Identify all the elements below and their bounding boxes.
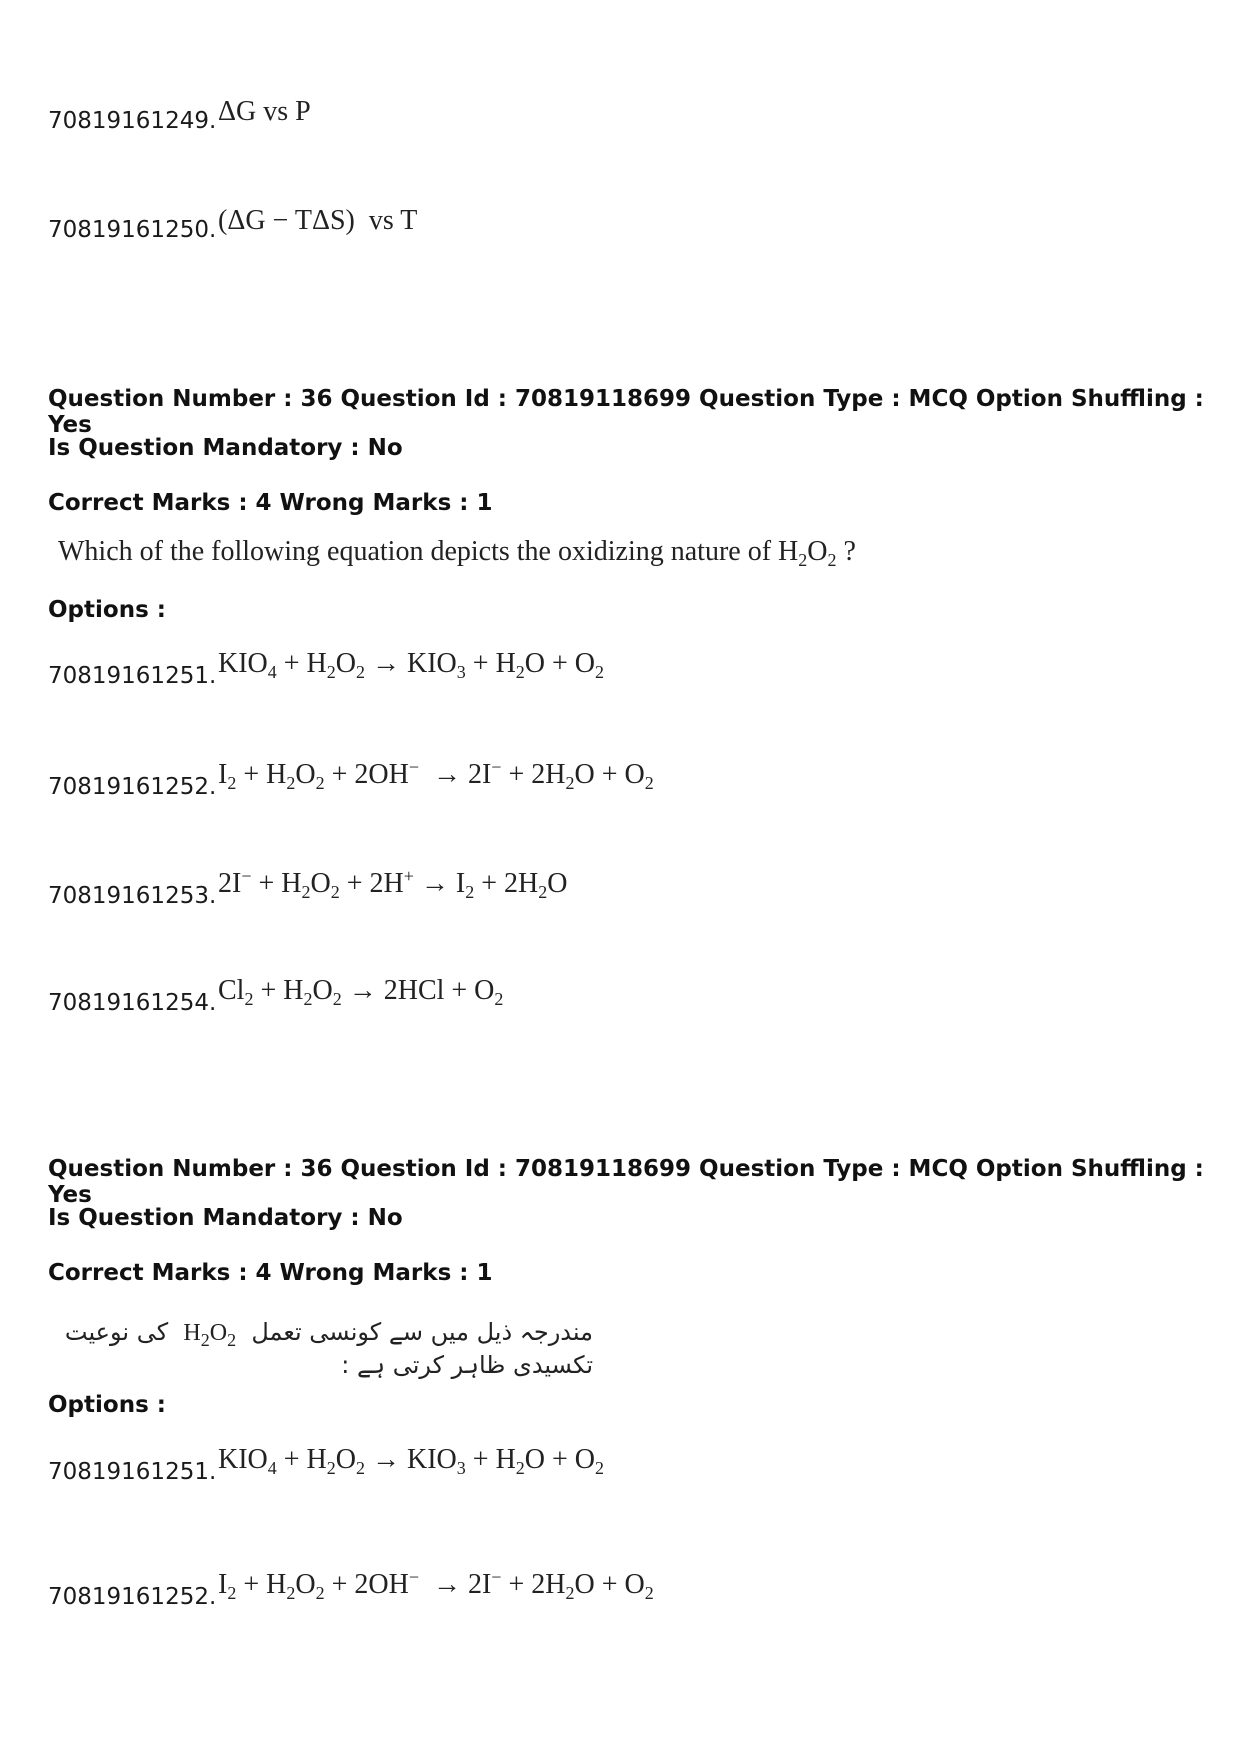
- question-header: Question Number : 36 Question Id : 70819118699 Question Type : MCQ Option Shuffling : Yes: [48, 1156, 1204, 1208]
- question-mandatory: Is Question Mandatory : No: [48, 1205, 403, 1231]
- option-row: [48, 757, 654, 800]
- option-id: 70819161252.: [48, 774, 217, 800]
- option-equation: $2I^- + H_2O_2 + 2H^+ \to I_2 + 2H_2O$: [218, 866, 568, 902]
- option-equation: (ΔG − TΔS) vs T: [218, 205, 418, 236]
- option-row: [48, 1567, 654, 1610]
- option-equation: ΔG vs P: [218, 96, 311, 127]
- option-id: 70819161250.: [48, 217, 217, 243]
- question-mandatory: Is Question Mandatory : No: [48, 435, 403, 461]
- options-label: Options :: [48, 597, 166, 623]
- question-text: Which of the following equation depicts the oxidizing nature of $H_2O_2$ ?: [58, 536, 856, 570]
- option-row: [48, 1444, 604, 1485]
- question-text-urdu: مندرجہ ذیل میں سے کونسی تعمل $H_2O_2$ کی نوعیت تکسیدی ظاہر کرتی ہے :: [64, 1318, 593, 1379]
- option-row: [48, 648, 604, 689]
- question-marks: Correct Marks : 4 Wrong Marks : 1: [48, 490, 493, 516]
- option-id: 70819161253.: [48, 883, 217, 909]
- option-equation: $I_2 + H_2O_2 + 2OH^- \to 2I^- + 2H_2O + O_2$: [218, 1567, 654, 1603]
- options-label: Options :: [48, 1392, 166, 1418]
- option-row: [48, 205, 417, 243]
- option-id: 70819161252.: [48, 1584, 217, 1610]
- option-row: [48, 975, 503, 1016]
- option-id: 70819161249.: [48, 108, 217, 134]
- option-equation: $KIO_4 + H_2O_2 \to KIO_3 + H_2O + O_2$: [218, 1444, 605, 1478]
- option-equation: $I_2 + H_2O_2 + 2OH^- \to 2I^- + 2H_2O + O_2$: [218, 757, 654, 793]
- question-marks: Correct Marks : 4 Wrong Marks : 1: [48, 1260, 493, 1286]
- option-row: [48, 866, 567, 909]
- question-header: Question Number : 36 Question Id : 70819118699 Question Type : MCQ Option Shuffling : Yes: [48, 386, 1204, 438]
- option-equation: $Cl_2 + H_2O_2 \to 2HCl + O_2$: [218, 975, 504, 1009]
- option-equation: $KIO_4 + H_2O_2 \to KIO_3 + H_2O + O_2$: [218, 648, 605, 682]
- option-id: 70819161251.: [48, 663, 217, 689]
- option-id: 70819161251.: [48, 1459, 217, 1485]
- option-row: [48, 96, 311, 134]
- option-id: 70819161254.: [48, 990, 217, 1016]
